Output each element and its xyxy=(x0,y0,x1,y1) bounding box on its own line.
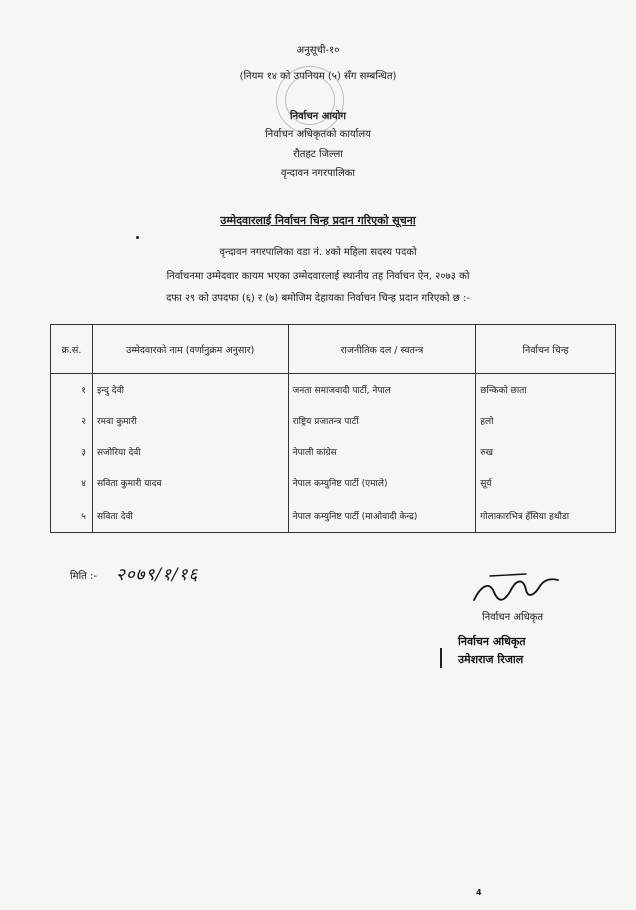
table-row xyxy=(51,436,616,467)
header-party: राजनीतिक दल / स्वतन्त्र xyxy=(288,325,476,374)
office-name: निर्वाचन अधिकृतको कार्यालय xyxy=(265,129,371,140)
row-sn: ३ xyxy=(51,436,93,467)
row-sn: ५ xyxy=(51,498,93,533)
page-number: 4 xyxy=(476,888,482,897)
row-party: राष्ट्रिय प्रजातन्त्र पार्टी xyxy=(288,405,476,436)
header-sn: क्र.सं. xyxy=(51,325,93,374)
candidates-table xyxy=(50,324,616,533)
row-sn: ४ xyxy=(51,467,93,498)
row-symbol: सूर्य xyxy=(476,467,616,498)
row-party: नेपाल कम्युनिष्ट पार्टी (माओवादी केन्द्र) xyxy=(288,498,476,533)
schedule-label: अनुसूची-१० xyxy=(296,45,340,56)
row-party: नेपाली कांग्रेस xyxy=(288,436,476,467)
row-name: रमवा कुमारी xyxy=(92,405,288,436)
notice-paragraph-line-2: निर्वाचनमा उम्मेदवार कायम भएका उम्मेदवारलाई स्थानीय तह निर्वाचन ऐन, २०७३ को xyxy=(166,271,470,282)
stamp-officer-name: उमेशराज रिजाल xyxy=(458,653,524,666)
commission-name: निर्वाचन आयोग xyxy=(290,111,346,122)
notice-paragraph-line-3: दफा २९ को उपदफा (६) र (७) बमोजिम देहायका निर्वाचन चिन्ह प्रदान गरिएको छ :- xyxy=(166,293,470,304)
district-name: रौतहट जिल्ला xyxy=(293,149,343,160)
table-header-row xyxy=(51,325,616,374)
notice-title xyxy=(0,213,636,228)
row-sn: १ xyxy=(51,374,93,406)
signatory-title: निर्वाचन अधिकृत xyxy=(482,612,544,623)
stamp-officer-title: निर्वाचन अधिकृत xyxy=(458,635,526,648)
ink-dot xyxy=(136,236,139,239)
row-party: जनता समाजवादी पार्टी, नेपाल xyxy=(288,374,476,406)
row-name: सविता कुमारी यादव xyxy=(92,467,288,498)
table-row xyxy=(51,498,616,533)
notice-paragraph-line-1: वृन्दावन नगरपालिका वडा नं. ४को महिला सदस्य पदको xyxy=(219,247,417,258)
header-symbol: निर्वाचन चिन्ह xyxy=(476,325,616,374)
row-name: सविता देवी xyxy=(92,498,288,533)
row-party: नेपाल कम्युनिष्ट पार्टी (एमाले) xyxy=(288,467,476,498)
rule-reference: (नियम १४ को उपनियम (५) सँग सम्बन्धित) xyxy=(239,71,397,82)
stamp-bracket xyxy=(440,648,442,668)
row-name: सजोरिया देवी xyxy=(92,436,288,467)
office-seal-icon xyxy=(276,66,344,134)
table-row xyxy=(51,467,616,498)
row-symbol: गोलाकारभित्र हँसिया हथौडा xyxy=(476,498,616,533)
municipality-name: वृन्दावन नगरपालिका xyxy=(280,168,356,179)
table-row xyxy=(51,374,616,406)
date-handwritten: २०७९/१/१६ xyxy=(116,565,199,585)
table-row xyxy=(51,405,616,436)
signature-icon xyxy=(468,570,564,610)
row-sn: २ xyxy=(51,405,93,436)
date-label: मिति :- xyxy=(70,571,98,582)
row-symbol: रुख xyxy=(476,436,616,467)
notice-title-text: उम्मेदवारलाई निर्वाचन चिन्ह प्रदान गरिएको सूचना xyxy=(220,214,416,227)
row-symbol: हलो xyxy=(476,405,616,436)
header-name: उम्मेदवारको नाम (वर्णानुक्रम अनुसार) xyxy=(92,325,288,374)
row-name: इन्दु देवी xyxy=(92,374,288,406)
row-symbol: छन्किको छाता xyxy=(476,374,616,406)
